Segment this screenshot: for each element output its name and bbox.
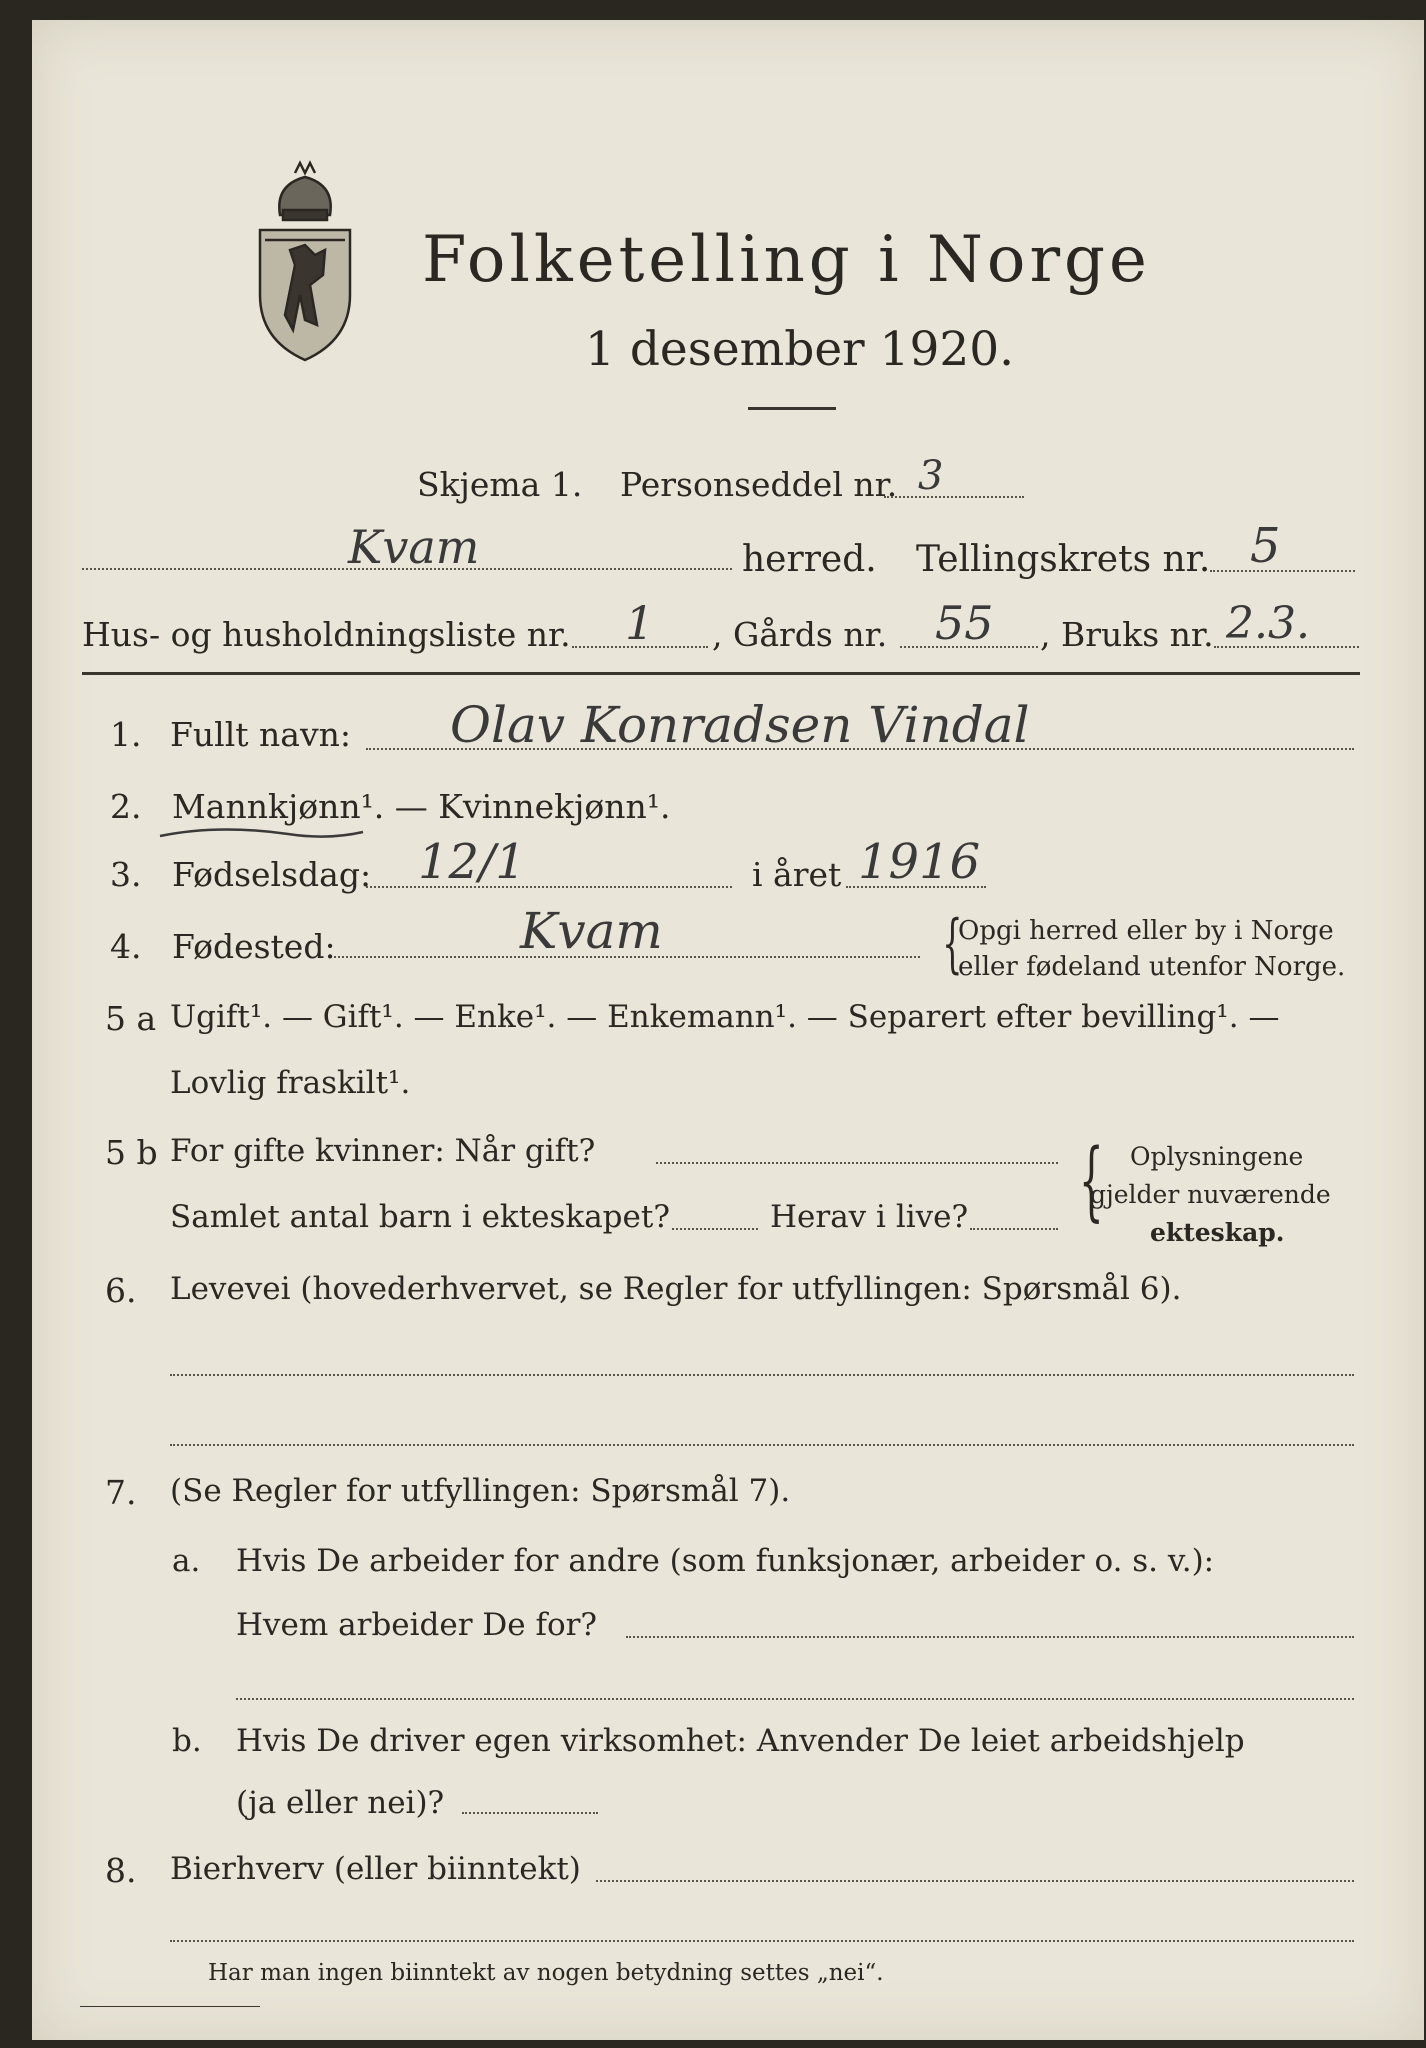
personseddel-label: Personseddel nr. — [620, 465, 898, 504]
husliste-value[interactable]: 1 — [625, 596, 655, 650]
q6-line1 — [170, 1374, 1354, 1376]
personseddel-line — [884, 496, 1024, 498]
q6-line2 — [170, 1444, 1354, 1446]
q7a-number: a. — [172, 1543, 201, 1579]
q4-note-line1: Opgi herred eller by i Norge — [958, 916, 1334, 946]
q4-number: 4. — [110, 927, 142, 966]
footnote-rule — [80, 2006, 260, 2007]
q5b-married-line — [656, 1162, 1058, 1164]
q7-number: 7. — [105, 1473, 137, 1512]
tellingskrets-line — [1210, 570, 1355, 572]
q5b-children-line — [672, 1228, 758, 1230]
q8-number: 8. — [105, 1851, 137, 1890]
q7-label: (Se Regler for utfyllingen: Spørsmål 7). — [170, 1473, 791, 1509]
q5b-note-line2: gjelder nuværende — [1090, 1180, 1331, 1209]
header-separator — [82, 672, 1360, 675]
herred-value[interactable]: Kvam — [348, 520, 480, 574]
q5b-note-line3: ekteskap. — [1150, 1218, 1285, 1247]
q7a-extra-line — [236, 1698, 1354, 1700]
tellingskrets-label: Tellingskrets nr. — [916, 539, 1211, 580]
census-date: 1 desember 1920. — [585, 322, 1015, 377]
q3-year-label: i året — [752, 855, 842, 894]
birthday-value[interactable]: 12/1 — [418, 834, 526, 890]
q5b-line1: For gifte kvinner: Når gift? — [170, 1133, 596, 1169]
personseddel-value[interactable]: 3 — [918, 453, 944, 499]
q4-note-line2: eller fødeland utenfor Norge. — [958, 952, 1346, 982]
q1-label: Fullt navn: — [170, 715, 351, 754]
q7b-line1: Hvis De driver egen virksomhet: Anvender De leiet arbeidshjelp — [236, 1723, 1245, 1759]
footnote-biinntekt: Har man ingen biinntekt av nogen betydning settes „nei“. — [208, 1960, 884, 1986]
q5b-note-line1: Oplysningene — [1130, 1142, 1304, 1171]
q8-line1 — [596, 1880, 1354, 1882]
husliste-label: Hus- og husholdningsliste nr. — [82, 615, 571, 654]
tellingskrets-value[interactable]: 5 — [1250, 518, 1281, 574]
gards-value[interactable]: 55 — [935, 596, 994, 650]
gards-label: , Gårds nr. — [712, 615, 888, 654]
q4-brace: { — [942, 907, 963, 981]
full-name-value[interactable]: Olav Konradsen Vindal — [450, 696, 1030, 754]
skjema-label: Skjema 1. — [417, 465, 583, 504]
mannkjonn-underline-mark — [158, 822, 368, 846]
q2-number: 2. — [110, 787, 142, 826]
q5a-line1: Ugift¹. — Gift¹. — Enke¹. — Enkemann¹. — Separert efter bevilling¹. — — [170, 999, 1280, 1035]
q8-label: Bierhverv (eller biinntekt) — [170, 1851, 581, 1887]
q5a-line2: Lovlig fraskilt¹. — [170, 1065, 411, 1101]
q5b-number: 5 b — [105, 1133, 158, 1172]
q7a-employer-line — [626, 1636, 1354, 1638]
q5b-alive-line — [970, 1228, 1058, 1230]
q5a-number: 5 a — [105, 999, 157, 1038]
herred-label: herred. — [742, 539, 877, 580]
title-divider — [748, 407, 836, 410]
q7b-number: b. — [172, 1723, 202, 1759]
q7b-line2: (ja eller nei)? — [236, 1785, 445, 1821]
q8-line2 — [170, 1940, 1354, 1942]
bruks-value[interactable]: 2.3. — [1226, 598, 1310, 649]
q4-label: Fødested: — [172, 927, 336, 966]
q3-number: 3. — [110, 855, 142, 894]
norwegian-coat-of-arms-icon — [245, 155, 365, 365]
q5b-brace: { — [1079, 1131, 1104, 1231]
birth-year-value[interactable]: 1916 — [858, 834, 981, 890]
birthplace-value[interactable]: Kvam — [520, 902, 663, 960]
q7a-line1: Hvis De arbeider for andre (som funksjonær, arbeider o. s. v.): — [236, 1543, 1215, 1579]
q3-label: Fødselsdag: — [172, 855, 372, 894]
q1-number: 1. — [110, 715, 142, 754]
q6-number: 6. — [105, 1271, 137, 1310]
q5b-line2b: Herav i live? — [770, 1199, 969, 1235]
page-title: Folketelling i Norge — [422, 223, 1151, 297]
bruks-label: , Bruks nr. — [1040, 615, 1214, 654]
q5b-line2a: Samlet antal barn i ekteskapet? — [170, 1199, 670, 1235]
q2-label: Mannkjønn¹. — Kvinnekjønn¹. — [172, 787, 671, 826]
q6-label: Levevei (hovederhvervet, se Regler for utfyllingen: Spørsmål 6). — [170, 1271, 1182, 1307]
q7a-line2: Hvem arbeider De for? — [236, 1607, 598, 1643]
q7b-line — [462, 1812, 598, 1814]
